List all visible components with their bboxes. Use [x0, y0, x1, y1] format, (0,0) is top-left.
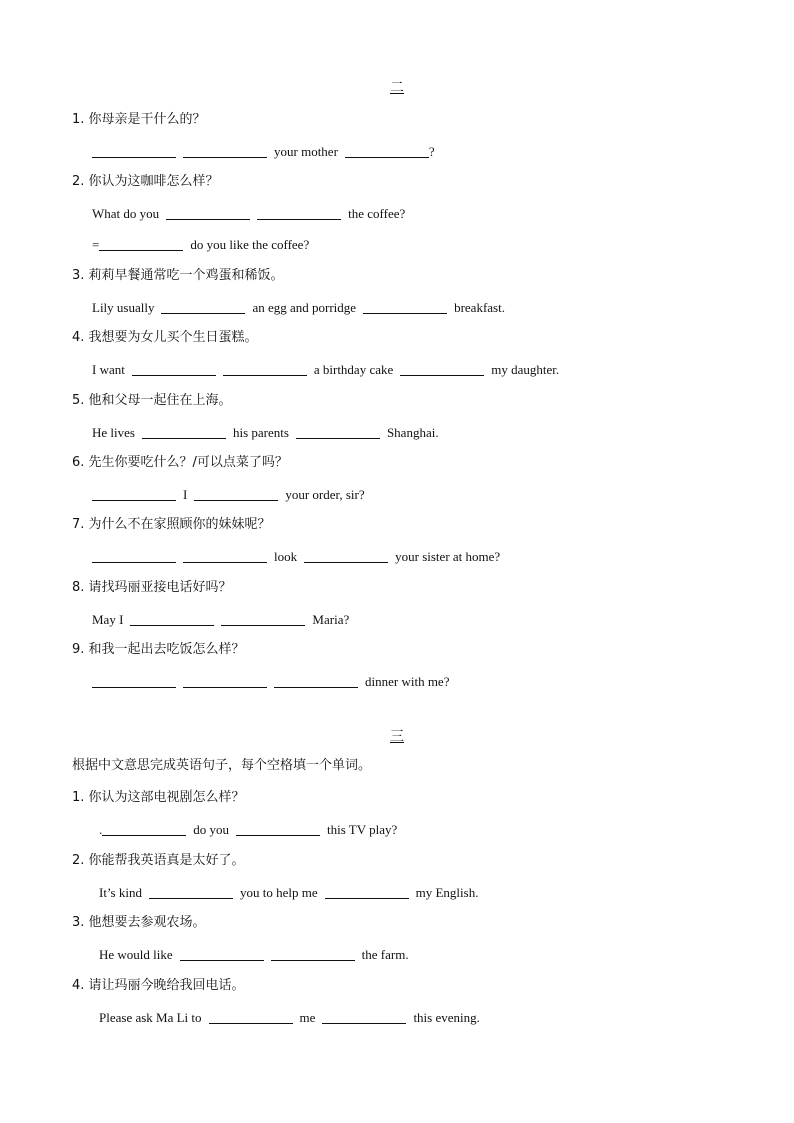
section-heading-2: 二 [390, 81, 404, 96]
question-2-2: 2. 你认为这咖啡怎么样？ [72, 174, 219, 189]
answer-blank[interactable] [92, 674, 176, 688]
answer-line-2-6: I your order, sir? [92, 486, 365, 504]
answer-blank[interactable] [130, 612, 214, 626]
answer-line-2-5: He lives his parents Shanghai. [92, 425, 439, 440]
answer-line-3-2: It’s kind you to help me my English. [99, 885, 479, 900]
question-2-5: 5. 他和父母一起住在上海。 [72, 393, 232, 408]
answer-blank[interactable] [99, 237, 183, 251]
answer-blank[interactable] [161, 300, 245, 314]
answer-line-3-4: Please ask Ma Li to me this evening. [99, 1010, 480, 1025]
question-2-4: 4. 我想要为女儿买个生日蛋糕。 [72, 330, 258, 345]
answer-blank[interactable] [142, 425, 226, 439]
answer-line-2-1: your mother ? [92, 143, 435, 161]
question-2-3: 3. 莉莉早餐通常吃一个鸡蛋和稀饭。 [72, 268, 284, 283]
answer-blank[interactable] [92, 487, 176, 501]
answer-blank[interactable] [194, 487, 278, 501]
answer-blank[interactable] [180, 947, 264, 961]
answer-line-2-3: Lily usually an egg and porridge breakfast. [92, 300, 505, 315]
answer-blank[interactable] [183, 144, 267, 158]
answer-blank[interactable] [296, 425, 380, 439]
answer-line-2-8: May I Maria? [92, 612, 350, 627]
question-2-6: 6. 先生你要吃什么？/可以点菜了吗？ [72, 455, 288, 470]
answer-blank[interactable] [102, 822, 186, 836]
answer-blank[interactable] [345, 144, 429, 158]
answer-blank[interactable] [92, 549, 176, 563]
answer-blank[interactable] [274, 674, 358, 688]
question-2-7: 7. 为什么不在家照顾你的妹妹呢？ [72, 517, 271, 532]
section-heading-3: 三 [390, 730, 404, 745]
question-3-1: 1. 你认为这部电视剧怎么样？ [72, 790, 245, 805]
answer-blank[interactable] [209, 1010, 293, 1024]
answer-blank[interactable] [325, 885, 409, 899]
answer-blank[interactable] [271, 947, 355, 961]
answer-blank[interactable] [363, 300, 447, 314]
answer-blank[interactable] [322, 1010, 406, 1024]
answer-blank[interactable] [223, 362, 307, 376]
answer-blank[interactable] [92, 144, 176, 158]
question-2-1: 1. 你母亲是干什么的？ [72, 112, 206, 127]
answer-blank[interactable] [183, 549, 267, 563]
answer-line-3-1: . do you this TV play? [99, 822, 398, 837]
question-2-8: 8. 请找玛丽亚接电话好吗？ [72, 580, 232, 595]
answer-line-2-9: dinner with me? [92, 673, 449, 691]
answer-blank[interactable] [166, 206, 250, 220]
answer-line-2-2b: = do you like the coffee? [92, 237, 310, 252]
answer-blank[interactable] [149, 885, 233, 899]
answer-blank[interactable] [304, 549, 388, 563]
answer-blank[interactable] [236, 822, 320, 836]
answer-line-2-4: I want a birthday cake my daughter. [92, 362, 560, 377]
answer-blank[interactable] [400, 362, 484, 376]
answer-line-2-2: What do you the coffee? [92, 206, 406, 221]
section-instruction: 根据中文意思完成英语句子，每个空格填一个单词。 [72, 758, 372, 773]
answer-line-3-3: He would like the farm. [99, 947, 409, 962]
answer-blank[interactable] [132, 362, 216, 376]
answer-blank[interactable] [257, 206, 341, 220]
question-3-2: 2. 你能帮我英语真是太好了。 [72, 853, 245, 868]
question-3-3: 3. 他想要去参观农场。 [72, 915, 206, 930]
answer-line-2-7: look your sister at home? [92, 548, 500, 566]
answer-blank[interactable] [221, 612, 305, 626]
question-2-9: 9. 和我一起出去吃饭怎么样？ [72, 642, 245, 657]
question-3-4: 4. 请让玛丽今晚给我回电话。 [72, 978, 245, 993]
answer-blank[interactable] [183, 674, 267, 688]
